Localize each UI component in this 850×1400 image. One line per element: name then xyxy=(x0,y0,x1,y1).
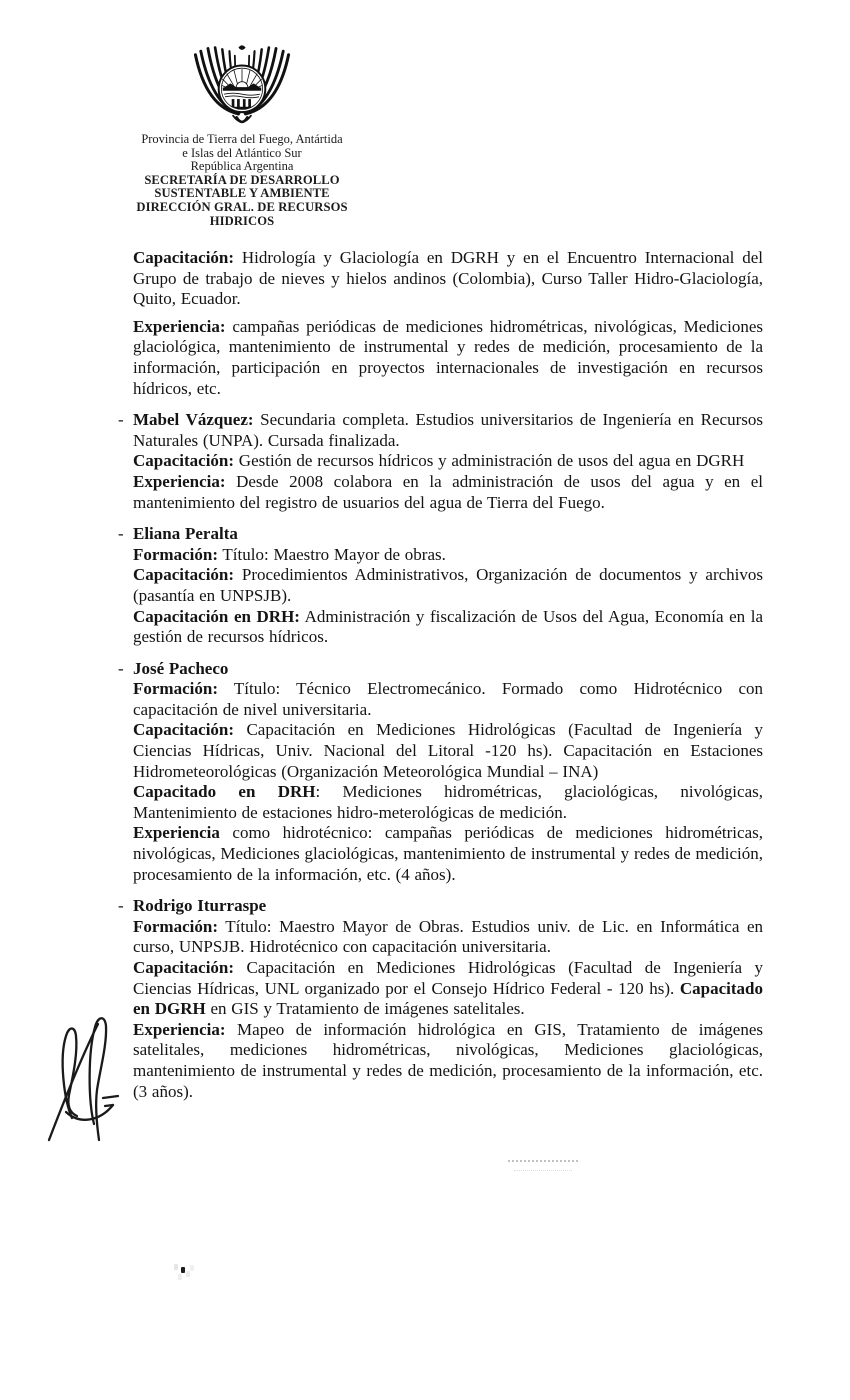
paragraph-experiencia: Experiencia: Desde 2008 colabora en la administración de usos del agua y en el mantenimiento del registro de usuarios del agua de Tierra del Fuego. xyxy=(133,471,763,512)
paragraph-name: José Pacheco xyxy=(133,658,229,678)
tierra-del-fuego-coat-of-arms-icon xyxy=(188,44,296,130)
coat-of-arms-seal xyxy=(187,44,297,130)
letterhead-line-direccion: DIRECCIÓN GRAL. DE RECURSOS xyxy=(136,199,348,214)
paragraph-capacitacion: Capacitación: Procedimientos Administrativos, Organización de documentos y archivos (pasantía en UNPSJB). xyxy=(133,565,763,605)
entry-rodrigo-iturraspe xyxy=(118,896,763,1102)
entry-mabel-vazquez xyxy=(118,410,763,513)
paragraph-experiencia: Experiencia: Mapeo de información hidrológica en GIS, Tratamiento de imágenes satelitales, mediciones hidrométricas, nivológicas, Mediciones glaciológicas, mantenimiento de instrumental y redes de medición, procesamiento de la información, etc. (3 años). xyxy=(133,1019,763,1101)
paragraph-experiencia: Experiencia como hidrotécnico: campañas periódicas de mediciones hidrométricas, nivológicas, Mediciones glaciológicas, mantenimiento de instrumental y redes de medición, procesamiento de la información, etc. (4 años). xyxy=(133,823,763,884)
letterhead-line-islands: e Islas del Atlántico Sur xyxy=(182,145,302,160)
paragraph-capacitacion: Capacitación: Capacitación en Mediciones Hidrológicas (Facultad de Ingeniería y Ciencias Hídricas, Univ. Nacional del Litoral -120 hs). Capacitación en Estaciones Hidrometeorológicas (Organización Meteorológica Mundial – INA) xyxy=(133,720,763,781)
letterhead-line-ambiente: SUSTENTABLE Y AMBIENTE xyxy=(154,186,330,201)
scan-noise-speck xyxy=(181,1267,185,1273)
paragraph-formacion: Formación: Título: Maestro Mayor de Obras. Estudios univ. de Lic. en Informática en curso, UNPSJB. Hidrotécnico con capacitación universitaria. xyxy=(133,916,763,957)
handwritten-signature-icon xyxy=(42,1000,134,1142)
entry-dash: - xyxy=(118,658,124,678)
paragraph-name: Rodrigo Iturraspe xyxy=(133,896,267,916)
entry-dash: - xyxy=(118,896,124,916)
paragraph-name: Eliana Peralta xyxy=(133,524,238,544)
letterhead-line-hidricos: HIDRICOS xyxy=(209,213,275,228)
document-body xyxy=(118,248,763,1102)
scan-noise-dots xyxy=(508,1160,578,1162)
paragraph-formacion: Formación: Título: Técnico Electromecánico. Formado como Hidrotécnico con capacitación de nivel universitaria. xyxy=(133,679,763,719)
paragraph-capacitacion-drh: Capacitación en DRH: Administración y fiscalización de Usos del Agua, Economía en la gestión de recursos hídricos. xyxy=(133,606,763,647)
paragraph-capacitacion: Capacitación: Gestión de recursos hídricos y administración de usos del agua en DGRH xyxy=(133,451,745,471)
paragraph-capacitacion: Capacitación: Capacitación en Mediciones Hidrológicas (Facultad de Ingeniería y Ciencias Hídricas, UNL organizado por el Consejo Hídrico Federal - 120 hs). Capacitado en DGRH en GIS y Tratamiento de imágenes satelitales. xyxy=(133,958,763,1019)
entry-eliana-peralta xyxy=(118,524,763,648)
entry-jose-pacheco xyxy=(118,658,763,886)
paragraph-capacitado-drh: Capacitado en DRH: Mediciones hidrométricas, glaciológicas, nivológicas, Mantenimiento de estaciones hidro-meterológicas de medición. xyxy=(133,782,763,822)
letterhead xyxy=(114,44,370,228)
letterhead-line-province: Provincia de Tierra del Fuego, Antártida xyxy=(141,132,343,146)
paragraph-experiencia-intro: Experiencia: campañas periódicas de mediciones hidrométricas, nivológicas, Mediciones glaciológica, mantenimiento de instrumental y redes de medición, procesamiento de la información, participación en proyectos internacionales de investigación en recursos hídricos, etc. xyxy=(133,316,763,398)
entry-dash: - xyxy=(118,524,124,544)
entry-dash: - xyxy=(118,410,124,430)
paragraph-capacitacion-intro: Capacitación: Hidrología y Glaciología en DGRH y en el Encuentro Internacional del Grupo de trabajo de nieves y hielos andinos (Colombia), Curso Taller Hidro-Glaciología, Quito, Ecuador. xyxy=(133,248,763,309)
paragraph-formacion: Formación: Título: Maestro Mayor de obras. xyxy=(133,544,446,564)
letterhead-line-country: República Argentina xyxy=(190,159,294,174)
letterhead-line-secretaria: SECRETARÍA DE DESARROLLO xyxy=(144,172,340,187)
paragraph-name-education: Mabel Vázquez: Secundaria completa. Estudios universitarios de Ingeniería en Recursos Naturales (UNPA). Cursada finalizada. xyxy=(133,410,763,450)
scan-noise-dots xyxy=(514,1170,572,1171)
